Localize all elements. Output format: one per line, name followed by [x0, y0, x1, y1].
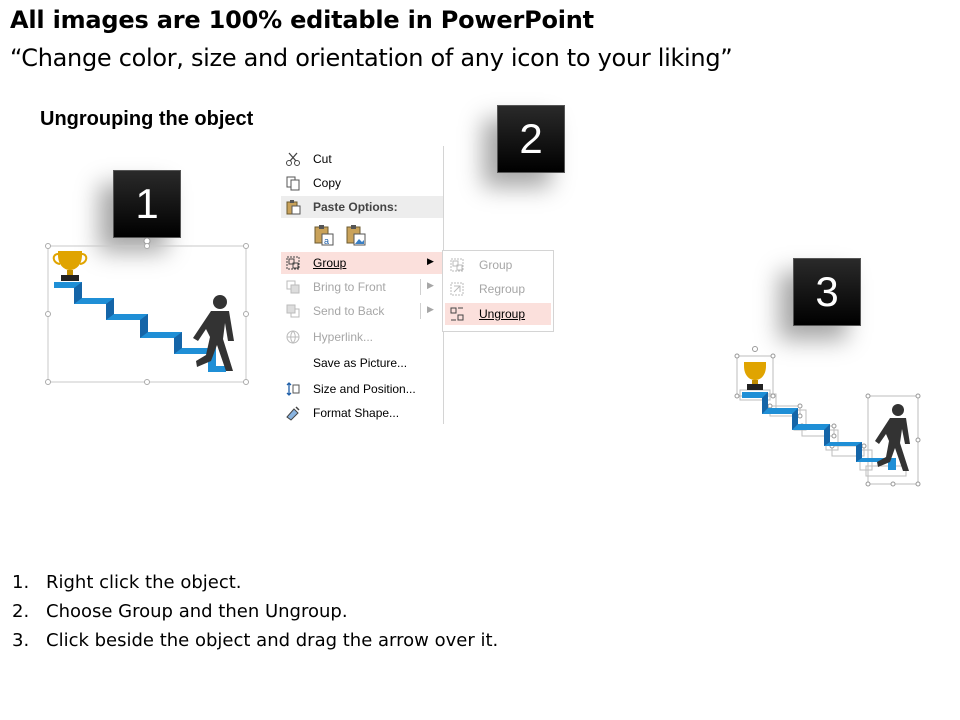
section-title: Ungrouping the object — [40, 108, 254, 130]
format-shape-icon — [285, 405, 301, 421]
step-badge-1: 1 — [113, 170, 181, 238]
group-icon — [449, 257, 465, 273]
staircase-pieces — [742, 392, 896, 470]
hyperlink-icon — [285, 329, 301, 345]
ungroup-icon — [449, 306, 465, 322]
paste-text-icon[interactable] — [313, 224, 335, 246]
trophy-icon — [744, 362, 766, 390]
submenu-item-group[interactable]: Group — [445, 254, 551, 276]
context-menu — [277, 146, 444, 424]
menu-item-format-shape[interactable]: Format Shape... — [281, 402, 443, 424]
group-icon — [285, 255, 301, 271]
menu-item-send-to-back[interactable]: Send to Back ▶ — [281, 300, 443, 322]
paste-picture-icon[interactable] — [345, 224, 367, 246]
ungrouped-staircase-object[interactable] — [732, 344, 924, 490]
menu-item-cut[interactable]: Cut — [281, 148, 443, 170]
instructions-list — [12, 568, 498, 655]
paste-buttons-row — [281, 222, 443, 248]
instruction-item: 1. Right click the object. — [12, 572, 242, 593]
menu-item-copy[interactable]: Copy — [281, 172, 443, 194]
grouped-staircase-object[interactable] — [44, 238, 250, 386]
svg-text:a: a — [324, 236, 330, 246]
submenu-arrow-icon: ▶ — [427, 280, 434, 290]
copy-icon — [285, 175, 301, 191]
menu-item-bring-to-front[interactable]: Bring to Front ▶ — [281, 276, 443, 298]
menu-item-hyperlink[interactable]: Hyperlink... — [281, 326, 443, 348]
bring-front-icon — [285, 279, 301, 295]
instruction-item: 2. Choose Group and then Ungroup. — [12, 601, 348, 622]
paste-icon — [285, 199, 301, 215]
submenu-item-regroup[interactable]: Regroup — [445, 278, 551, 300]
menu-item-save-as-picture[interactable]: Save as Picture... — [313, 356, 408, 370]
menu-item-group[interactable]: Group ▶ — [281, 252, 443, 274]
scissors-icon — [285, 151, 301, 167]
regroup-icon — [449, 281, 465, 297]
send-back-icon — [285, 303, 301, 319]
group-submenu — [442, 250, 554, 332]
menu-paste-options-header: Paste Options: — [281, 196, 443, 218]
menu-item-size-and-position[interactable]: Size and Position... — [281, 378, 443, 400]
step-badge-3: 3 — [793, 258, 861, 326]
instruction-item: 3. Click beside the object and drag the arrow over it. — [12, 630, 499, 651]
size-position-icon — [285, 381, 301, 397]
submenu-arrow-icon: ▶ — [427, 256, 434, 266]
submenu-item-ungroup[interactable]: Ungroup — [445, 303, 551, 325]
submenu-arrow-icon: ▶ — [427, 304, 434, 314]
step-badge-2: 2 — [497, 105, 565, 173]
slide-title: All images are 100% editable in PowerPoint — [10, 6, 594, 34]
trophy-icon — [54, 251, 87, 281]
slide-subtitle: “Change color, size and orientation of any icon to your liking” — [10, 44, 733, 72]
